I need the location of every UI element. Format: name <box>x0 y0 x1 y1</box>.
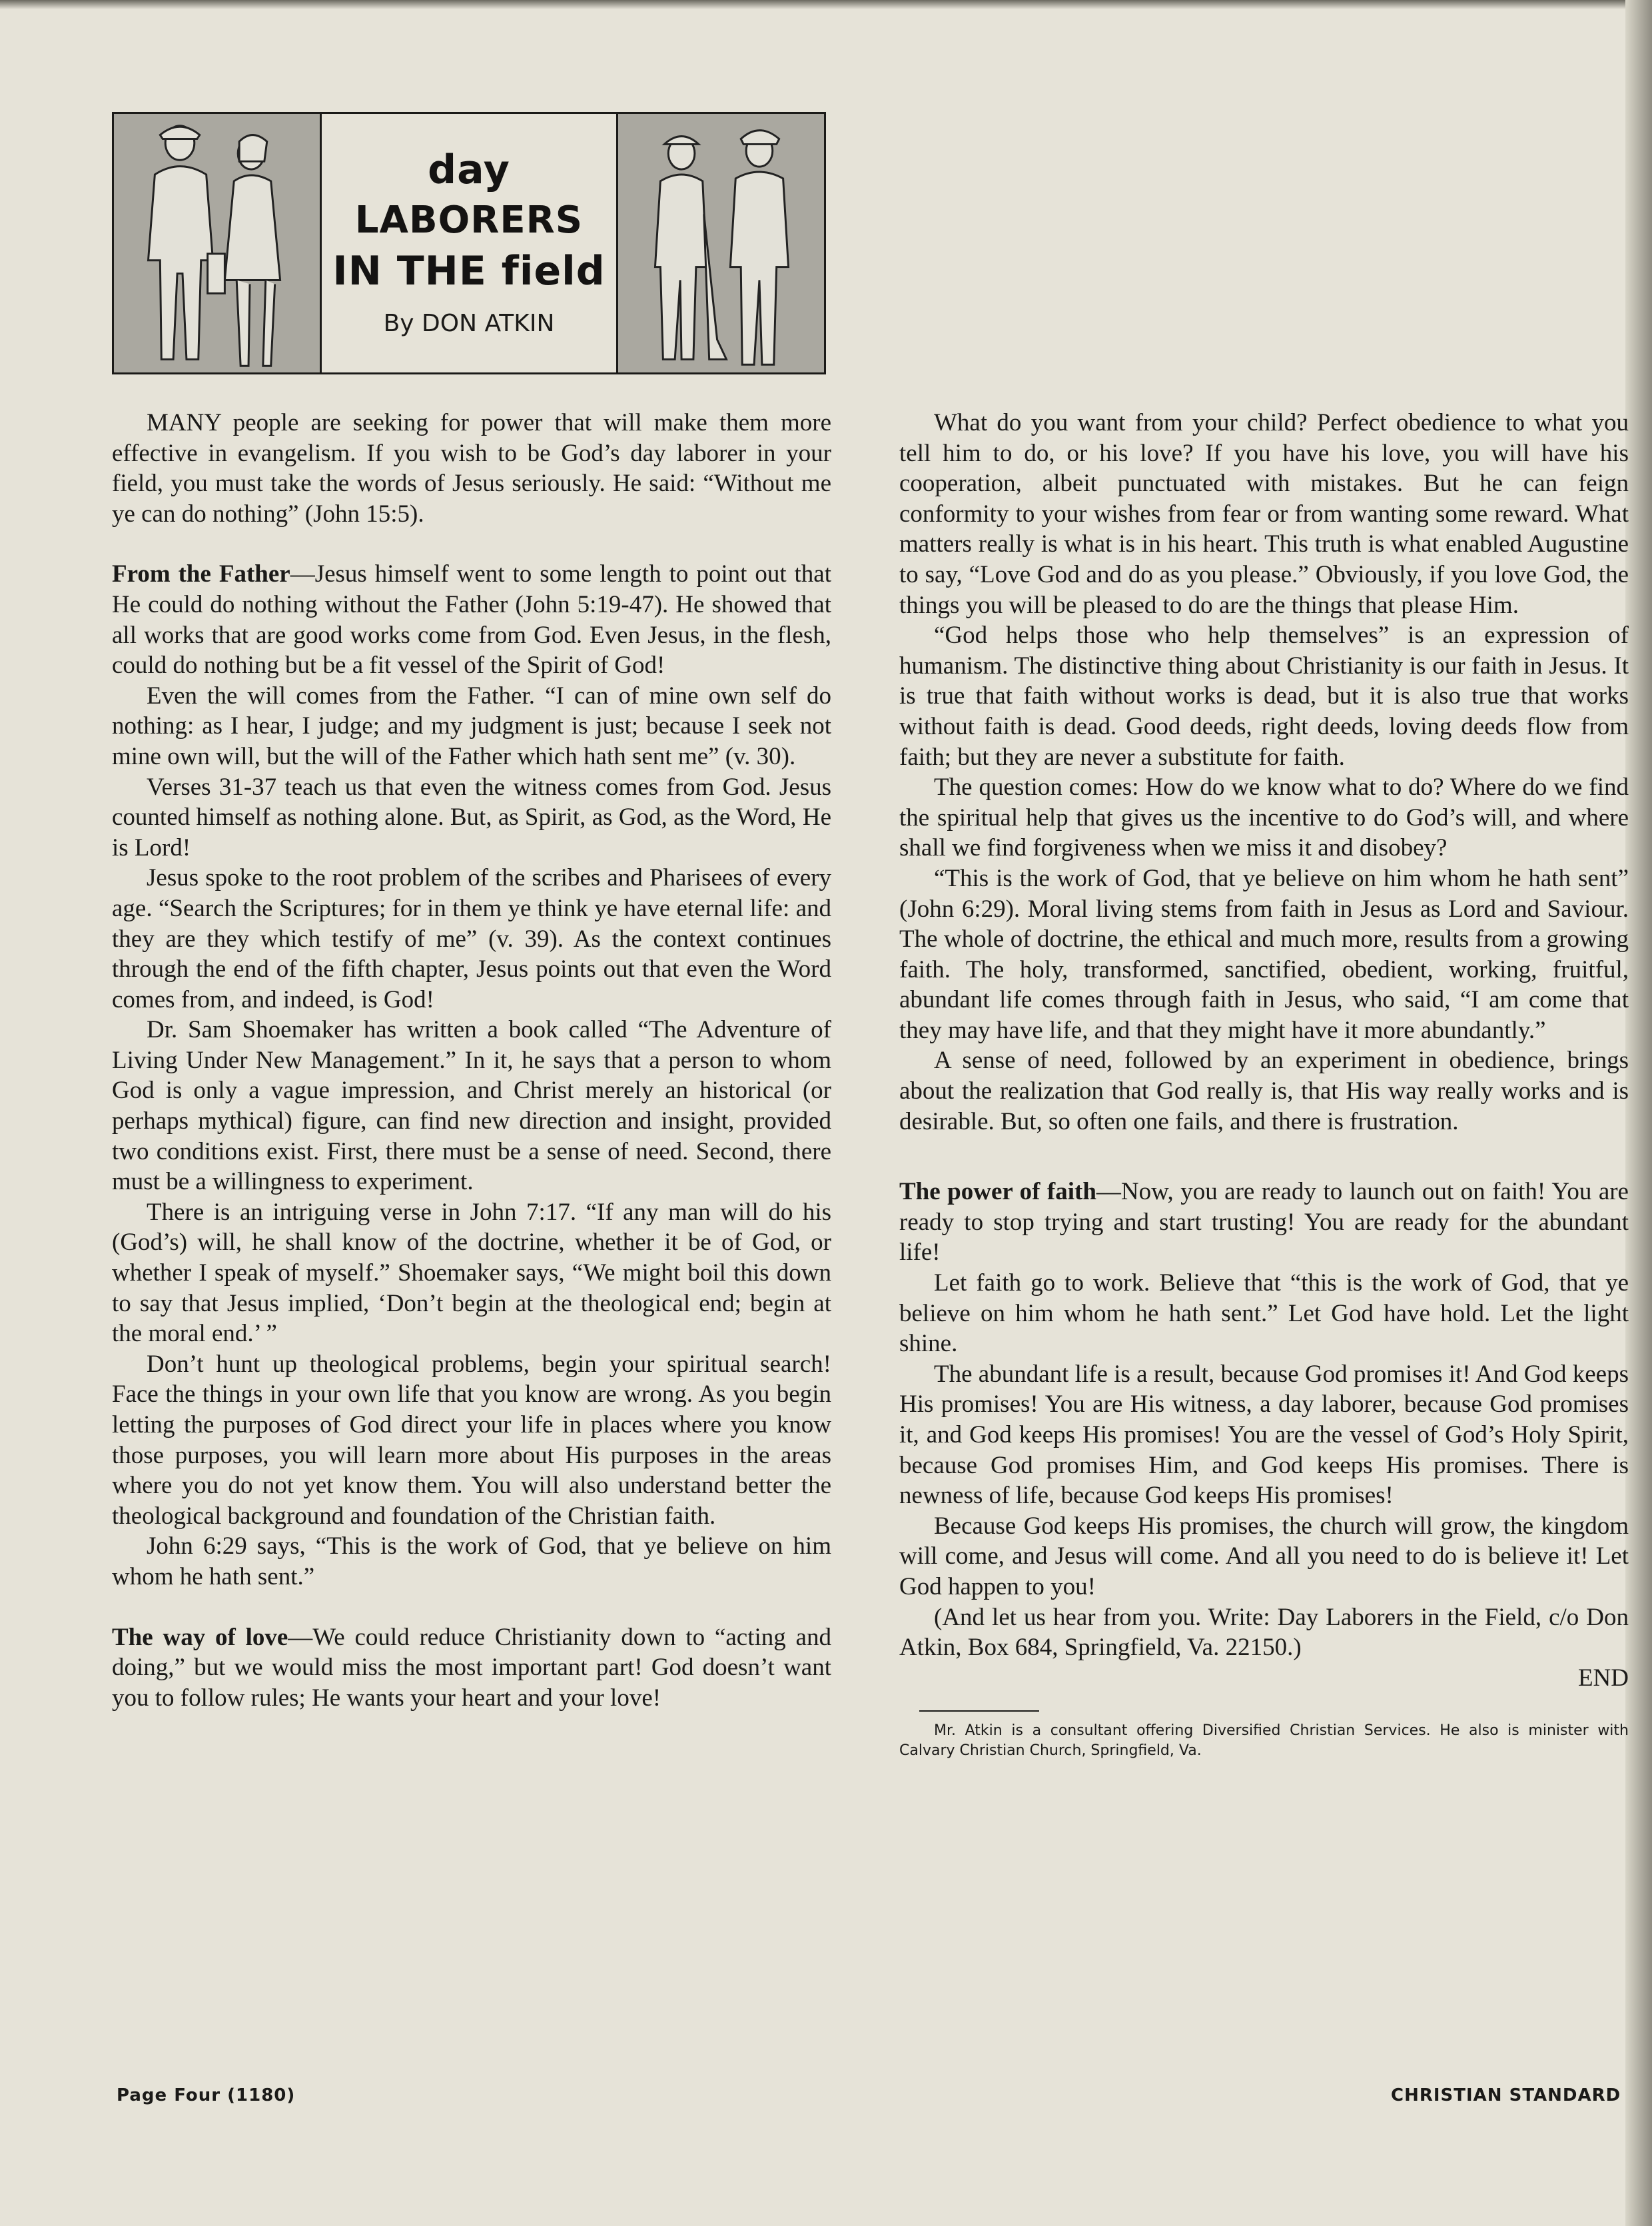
page-number: Page Four (1180) <box>117 2085 296 2105</box>
paragraph: “This is the work of God, that ye believe on him whom he hath sent” (John 6:29). Moral living stems from faith in Jesus as Lord and Saviour. The whole of doctrine, the ethical and much more, results from a growing faith. The holy, transformed, sanctified, obedient, working, fruitful, abundant life comes through faith in Jesus, who said, “I am come that they may have life, and that they might have it more abundantly.” <box>899 864 1629 1044</box>
right-column <box>899 408 1629 1761</box>
paragraph: Don’t hunt up theological problems, begin your spiritual search! Face the things in your own life that you know are wrong. As you begin letting the purposes of God direct your life in places where you know those purposes, you will learn more about His purposes in the areas where you do not yet know them. You will also understand better the theological background and foundation of the Christian faith. <box>112 1350 831 1530</box>
section-the-power-of-faith <box>899 1177 1629 1268</box>
paragraph: Jesus spoke to the root problem of the scribes and Pharisees of every age. “Search the Scriptures; for in them ye think ye have eternal life: and they are they which testify of me” (v. 39). As the context continues through the end of the fifth chapter, Jesus points out that even the Word comes from, and indeed, is God! <box>112 864 831 1013</box>
paragraph: What do you want from your child? Perfect obedience to what you tell him to do, or his love? If you have his love, you will have his cooperation, albeit punctuated with mistakes. But he can feign conformity to your wishes from fear or from wanting some reward. What matters really is what is in his heart. This truth is what enabled Augustine to say, “Love God and do as you please.” Obviously, if you love God, the things you will be pleased to do are the things that please Him. <box>899 409 1629 619</box>
laborers-sketch-icon <box>618 114 824 372</box>
section-heading: The power of faith <box>899 1178 1096 1206</box>
paragraph: “God helps those who help themselves” is an expression of humanism. The distinctive thing about Christianity is our faith in Jesus. It is true that faith without works is dead, but it is also true that works without faith is dead. Good deeds, right deeds, loving deeds flow from faith; but they are never a substitute for faith. <box>899 622 1629 771</box>
page-edge-shadow <box>1625 0 1652 2226</box>
paragraph: Even the will comes from the Father. “I can of mine own self do nothing: as I hear, I judge; and my judgment is just; because I seek not mine own will, but the will of the Father which hath sent me” (v. 30). <box>112 682 831 770</box>
paragraph: The question comes: How do we know what to do? Where do we find the spiritual help that gives us the incentive to do God’s will, and where shall we find forgiveness when we miss it and disobey? <box>899 774 1629 862</box>
article-header <box>112 112 826 374</box>
section-from-the-father <box>112 559 831 680</box>
title-line-3: IN THE field <box>332 247 606 294</box>
section-the-way-of-love <box>112 1622 831 1714</box>
paragraph-text: —Jesus himself went to some length to point out that He could do nothing without the Father (John 5:19-47). He showed that all works that are good works come from God. Even Jesus, in the flesh, could do nothing but be a fit vessel of the Spirit of God! <box>112 560 832 680</box>
paragraph: There is an intriguing verse in John 7:17. “If any man will do his (God’s) will, he shall know of the doctrine, whether it be of God, or whether I speak of myself.” Shoemaker says, “We might boil this down to say that Jesus implied, ‘Don’t begin at the theological end; begin at the moral end.’ ” <box>112 1198 831 1348</box>
publication-name: CHRISTIAN STANDARD <box>1391 2085 1621 2105</box>
paragraph: Let faith go to work. Believe that “this is the work of God, that ye believe on him whom he hath sent.” Let God have hold. Let the light shine. <box>899 1269 1629 1358</box>
illustration-laborers <box>616 114 824 372</box>
paragraph: Dr. Sam Shoemaker has written a book called “The Adventure of Living Under New Management.” In it, he says that a person to whom God is only a vague impression, and Christ merely an historical (or perhaps mythical) figure, can find new direction and insight, provided two conditions exist. First, there must be a sense of need. Second, there must be a willingness to experiment. <box>112 1016 831 1196</box>
paragraph-text: —We could reduce Christianity down to “acting and doing,” but we would miss the most important part! God doesn’t want you to follow rules; He wants your heart and your love! <box>112 1623 831 1712</box>
end-mark: END <box>1577 1664 1629 1692</box>
left-column <box>112 408 831 1713</box>
section-heading: From the Father <box>112 560 290 588</box>
author-footnote: Mr. Atkin is a consultant offering Diversified Christian Services. He also is minister with Calvary Christian Church, Springfield, Va. <box>899 1722 1629 1760</box>
header-title-block <box>322 114 616 372</box>
paragraph-text: —Now, you are ready to launch out on faith! You are ready to stop trying and start trusting! You are ready for the abundant life! <box>899 1178 1629 1267</box>
byline: By DON ATKIN <box>383 309 555 337</box>
paragraph: John 6:29 says, “This is the work of God, that ye believe on him whom he hath sent.” <box>112 1532 831 1590</box>
couple-sketch-icon <box>114 114 320 372</box>
footnote-rule <box>919 1710 1039 1712</box>
paragraph: Verses 31-37 teach us that even the witness comes from God. Jesus counted himself as nothing alone. But, as Spirit, as God, as the Word, He is Lord! <box>112 773 831 861</box>
page-edge-shadow-top <box>0 0 1652 9</box>
section-heading: The way of love <box>112 1623 288 1651</box>
paragraph: Because God keeps His promises, the church will grow, the kingdom will come, and Jesus will come. And all you need to do is believe it! Let God happen to you! <box>899 1512 1629 1600</box>
paragraph: (And let us hear from you. Write: Day Laborers in the Field, c/o Don Atkin, Box 684, Springfield, Va. 22150.) <box>899 1603 1629 1662</box>
illustration-businesspeople <box>114 114 322 372</box>
paragraph: The abundant life is a result, because God promises it! And God keeps His promises! You are His witness, a day laborer, because God promises it, and God keeps His promises! You are the vessel of God’s Holy Spirit, because God promises Him, and God keeps His promises. There is newness of life, because God keeps His promises! <box>899 1360 1629 1510</box>
paragraph: A sense of need, followed by an experiment in obedience, brings about the realization that God really is, that His way really works and is desirable. But, so often one fails, and there is frustration. <box>899 1047 1629 1135</box>
title-line-1: day <box>428 146 510 193</box>
title-line-2: LABORERS <box>354 198 584 242</box>
intro-paragraph: MANY people are seeking for power that will make them more effective in evangelism. If you wish to be God’s day laborer in your field, you must take the words of Jesus seriously. He said: “Without me ye can do nothing” (John 15:5). <box>112 409 831 528</box>
